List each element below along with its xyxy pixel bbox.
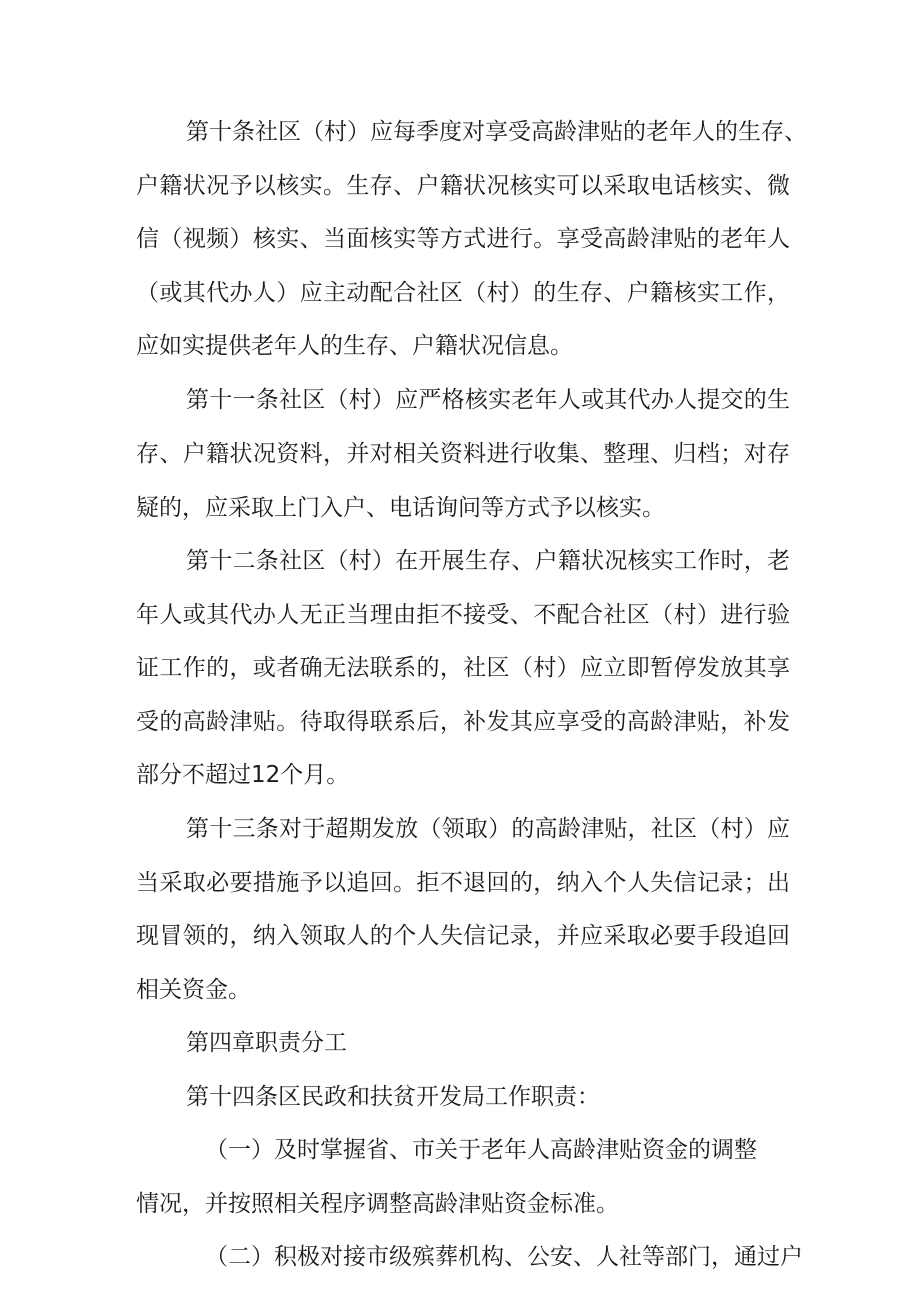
article-13-line-2: 当采取必要措施予以追回。拒不退回的，纳入个人失信记录；出 — [136, 870, 790, 896]
article-14-item-2-line-1: （二）积极对接市级殡葬机构、公安、人社等部门，通过户 — [205, 1244, 803, 1270]
chapter-4-heading: 第四章职责分工 — [186, 1030, 347, 1056]
article-10-line-5: 应如实提供老年人的生存、户籍状况信息。 — [136, 333, 573, 359]
article-14-heading: 第十四条区民政和扶贫开发局工作职责： — [186, 1084, 600, 1110]
article-14-item-1-line-2: 情况，并按照相关程序调整高龄津贴资金标准。 — [136, 1191, 619, 1217]
article-11-line-2: 存、户籍状况资料，并对相关资料进行收集、整理、归档；对存 — [136, 441, 790, 467]
article-12-line-2: 年人或其代办人无正当理由拒不接受、不配合社区（村）进行验 — [136, 602, 790, 628]
article-12-line-1: 第十二条社区（村）在开展生存、户籍状况核实工作时，老 — [186, 548, 790, 574]
article-13-line-1: 第十三条对于超期发放（领取）的高龄津贴，社区（村）应 — [186, 816, 790, 842]
article-13-line-4: 相关资金。 — [136, 977, 251, 1003]
article-12-line-4: 受的高龄津贴。待取得联系后，补发其应享受的高龄津贴，补发 — [136, 709, 790, 735]
article-11-line-1: 第十一条社区（村）应严格核实老年人或其代办人提交的生 — [186, 387, 790, 413]
article-13-line-3: 现冒领的，纳入领取人的个人失信记录，并应采取必要手段追回 — [136, 923, 790, 949]
article-10-line-4: （或其代办人）应主动配合社区（村）的生存、户籍核实工作， — [136, 280, 790, 306]
article-12-line-3: 证工作的，或者确无法联系的，社区（村）应立即暂停发放其享 — [136, 655, 790, 681]
article-10-line-1: 第十条社区（村）应每季度对享受高龄津贴的老年人的生存、 — [186, 119, 807, 145]
article-11-line-3: 疑的，应采取上门入户、电话询问等方式予以核实。 — [136, 495, 665, 521]
article-14-item-1-line-1: （一）及时掌握省、市关于老年人高龄津贴资金的调整 — [205, 1137, 757, 1163]
article-12-line-5: 部分不超过12个月。 — [136, 762, 350, 788]
article-10-line-2: 户籍状况予以核实。生存、户籍状况核实可以采取电话核实、微 — [136, 173, 790, 199]
article-10-line-3: 信（视频）核实、当面核实等方式进行。享受高龄津贴的老年人 — [136, 226, 790, 252]
